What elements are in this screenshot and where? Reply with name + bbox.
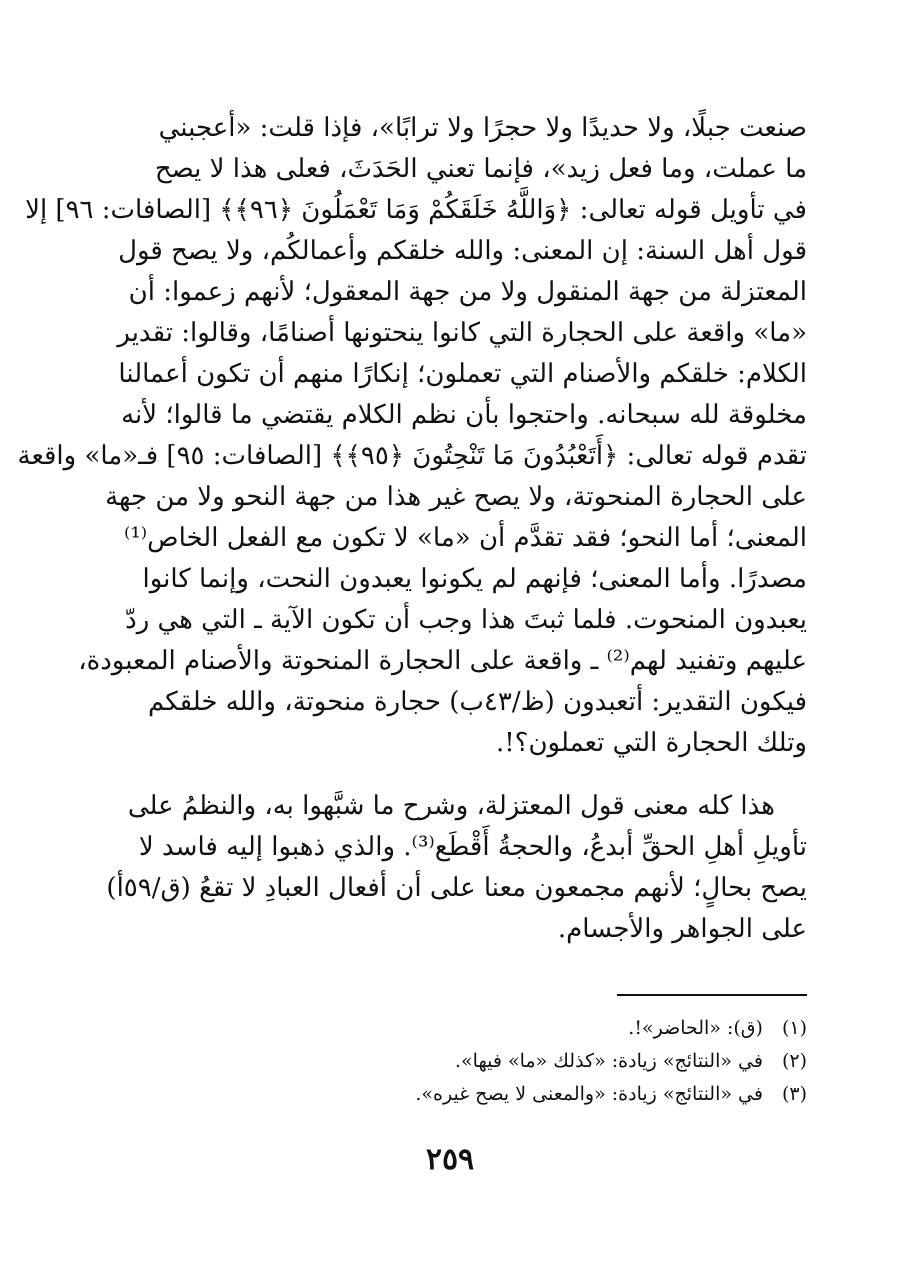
- footnote-item: [91, 1078, 807, 1111]
- page-number: ٢٥٩: [425, 1142, 475, 1177]
- text-line: قول أهل السنة: إن المعنى: والله خلقكم وأعمالكُم، ولا يصح قول: [118, 236, 807, 266]
- footnotes: [91, 1012, 807, 1111]
- text-line: يعبدون المنحوت. فلما ثبتَ هذا وجب أن تكون الآية ـ التي هي ردّ: [125, 605, 807, 635]
- footnote-text: في «النتائج» زيادة: «والمعنى لا يصح غيره».: [415, 1083, 763, 1105]
- footnote-text: (ق): «الحاضر»!.: [628, 1017, 763, 1039]
- text-line: تأويلِ أهلِ الحقِّ أبدعُ، والحجةُ أَقْطَع⁽³⁾. والذي ذهبوا إليه فاسد لا: [138, 832, 807, 862]
- text-line: المعتزلة من جهة المنقول ولا من جهة المعقول؛ لأنهم زعموا: أن: [128, 277, 807, 307]
- text-line: في تأويل قوله تعالى: ﴿وَاللَّهُ خَلَقَكُمْ وَمَا تَعْمَلُونَ ﴿٩٦﴾﴾ [الصافات: ٩٦] إلا: [25, 195, 807, 225]
- text-line: على الجواهر والأجسام.: [557, 914, 807, 944]
- text-line: هذا كله معنى قول المعتزلة، وشرح ما شبَّهوا به، والنظمُ على: [127, 791, 775, 821]
- text-line: يصح بحالٍ؛ لأنهم مجمعون معنا على أن أفعال العبادِ لا تقعُ (ق/٥٩أ): [106, 873, 807, 903]
- text-line: مصدرًا. وأما المعنى؛ فإنهم لم يكونوا يعبدون النحت، وإنما كانوا: [142, 564, 807, 594]
- text-line: «ما» واقعة على الحجارة التي كانوا ينحتونها أصنامًا، وقالوا: تقدير: [117, 318, 807, 348]
- text-line: الكلام: خلقكم والأصنام التي تعملون؛ إنكارًا منهم أن تكون أعمالنا: [118, 359, 807, 389]
- main-text: [17, 108, 807, 950]
- paragraph-gap: [91, 764, 807, 786]
- footnote-number: (١): [781, 1017, 807, 1039]
- footnote-text: في «النتائج» زيادة: «كذلك «ما» فيها».: [454, 1050, 763, 1072]
- text-line: المعنى؛ أما النحو؛ فقد تقدَّم أن «ما» لا تكون مع الفعل الخاص⁽¹⁾: [123, 523, 807, 553]
- text-line: تقدم قوله تعالى: ﴿أَتَعْبُدُونَ مَا تَنْحِتُونَ ﴿٩٥﴾﴾ [الصافات: ٩٥] فـ«ما» واقعة: [17, 441, 807, 471]
- footnote-item: [91, 1012, 807, 1045]
- text-line: صنعت جبلًا، ولا حديدًا ولا حجرًا ولا ترابًا»، فإذا قلت: «أعجبني: [158, 113, 807, 143]
- text-line: وتلك الحجارة التي تعملون؟!.: [495, 728, 807, 758]
- text-line: ما عملت، وما فعل زيد»، فإنما تعني الحَدَثَ، فعلى هذا لا يصح: [154, 154, 807, 184]
- text-line: مخلوقة لله سبحانه. واحتجوا بأن نظم الكلام يقتضي ما قالوا؛ لأنه: [121, 400, 807, 430]
- text-line: فيكون التقدير: أتعبدون (ظ/٤٣ب) حجارة منحوتة، والله خلقكم: [147, 687, 807, 717]
- text-line: على الحجارة المنحوتة، ولا يصح غير هذا من جهة النحو ولا من جهة: [105, 482, 807, 512]
- text-line: عليهم وتفنيد لهم⁽²⁾ ـ واقعة على الحجارة المنحوتة والأصنام المعبودة،: [78, 646, 807, 676]
- footnote-number: (٣): [781, 1083, 807, 1105]
- footnote-divider: [617, 994, 807, 996]
- footnote-item: [91, 1045, 807, 1078]
- footnote-number: (٢): [781, 1050, 807, 1072]
